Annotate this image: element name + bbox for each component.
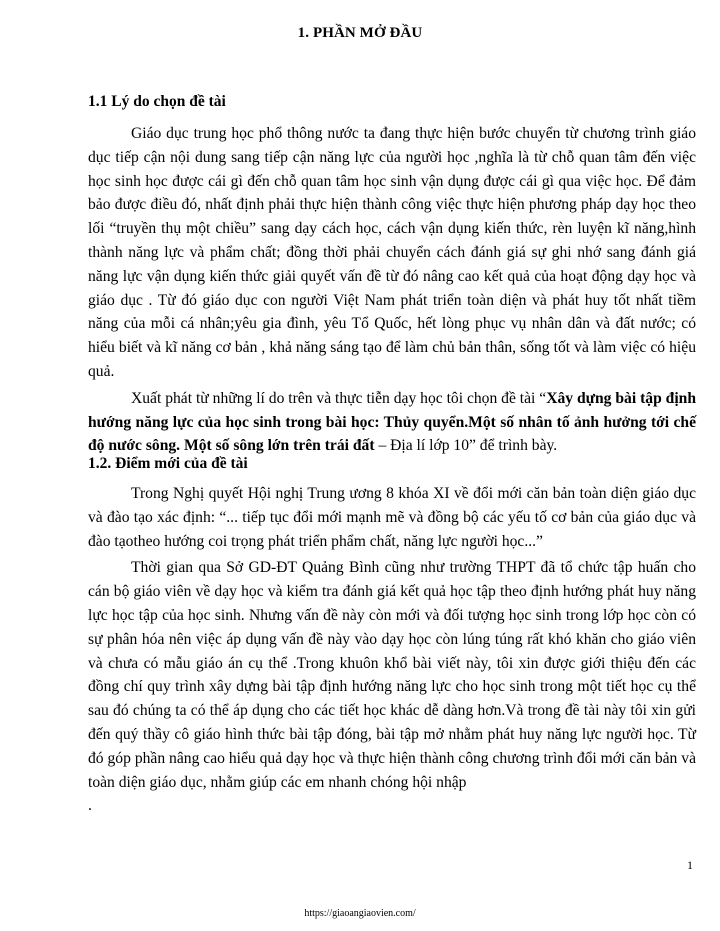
footer-url: https://giaoangiaovien.com/ <box>304 908 416 919</box>
paragraph-reason: Giáo dục trung học phổ thông nước ta đang thực hiện bước chuyển từ chương trình giáo dục tiếp cận nội dung sang tiếp cận năng lực của người học ,nghĩa là từ chỗ quan tâm đến việc học sinh học được cái gì đến chỗ quan tâm học sinh vận dụng được cái gì qua việc học. Để đảm bảo được điều đó, nhất định phải thực hiện thành công việc thực hiện phương pháp dạy học theo lối “truyền thụ một chiều” sang dạy cách học, cách vận dụng kiến thức, rèn luyện kĩ năng,hình thành năng lực và phẩm chất; đồng thời phải chuyển cách đánh giá sự ghi nhớ sang đánh giá năng lực vận dụng kiến thức giải quyết vấn đề từ đó nâng cao kết quả của hoạt động dạy học và giáo dục . Từ đó giáo dục con người Việt Nam phát triển toàn diện và phát huy tốt nhất tiềm năng của mỗi cá nhân;yêu gia đình, yêu Tổ Quốc, hết lòng phục vụ nhân dân và đất nước; có hiểu biết và kĩ năng cơ bản , khả năng sáng tạo để làm chủ bản thân, sống tốt và làm việc có hiệu quả. <box>88 125 696 380</box>
paragraph-resolution: Trong Nghị quyết Hội nghị Trung ương 8 khóa XI về đổi mới căn bản toàn diện giáo dục và đào tạo xác định: “... tiếp tục đổi mới mạnh mẽ và đồng bộ các yếu tố cơ bản của giáo dục và đào tạotheo hướng coi trọng phát triển phẩm chất, năng lực người học...” <box>88 485 696 550</box>
page-number: 1 <box>687 858 693 872</box>
topic-title-text: Xây dựng bài tập định hướng năng lực của học sinh trong bài học: Thủy quyển.Một số nhân tố ảnh hưởng tới chế độ nước sông. Một số sông lớn trên trái đất <box>88 389 697 455</box>
topic-prefix-text: Xuất phát từ những lí do trên và thực tiễn dạy học tôi chọn đề tài “ <box>131 389 547 407</box>
document-title: 1. PHẦN MỞ ĐẦU <box>297 25 423 41</box>
section-heading-1-1: 1.1 Lý do chọn đề tài <box>88 93 226 110</box>
section-1-1-body <box>88 122 696 458</box>
paragraph-training: Thời gian qua Sở GD-ĐT Quảng Bình cũng như trường THPT đã tổ chức tập huấn cho cán bộ giáo viên về dạy học và kiểm tra đánh giá kết quả học tập theo định hướng phát huy năng lực học tập của học sinh. Nhưng vấn đề này còn mới và đối tượng học sinh trong lớp học còn có sự phân hóa nên việc áp dụng vấn đề này vào dạy học còn lúng túng rất khó khăn cho giáo viên và chưa có mẫu giáo án cụ thể .Trong khuôn khổ bài viết này, tôi xin được giới thiệu đến các đồng chí quy trình xây dựng bài tập định hướng năng lực cho học sinh trong một tiết học cụ thể sau đó chúng ta có thể áp dụng cho các tiết học khác dễ dàng hơn.Và trong đề tài này tôi xin gửi đến quý thầy cô giáo hình thức bài tập đóng, bài tập mở nhằm phát huy năng lực người học. Từ đó góp phần nâng cao hiểu quả dạy học và thực hiện thành công chương trình đổi mới căn bản và toàn diện giáo dục, nhằm giúp các em nhanh chóng hội nhập <box>88 559 696 791</box>
paragraph-topic <box>88 387 696 458</box>
section-1-2-body <box>88 482 696 818</box>
topic-suffix-text: – Địa lí lớp 10” để trình bày. <box>374 437 558 455</box>
section-heading-1-2: 1.2. Điểm mới của đề tài <box>88 455 248 472</box>
paragraph-trailing-dot: . <box>88 797 92 815</box>
